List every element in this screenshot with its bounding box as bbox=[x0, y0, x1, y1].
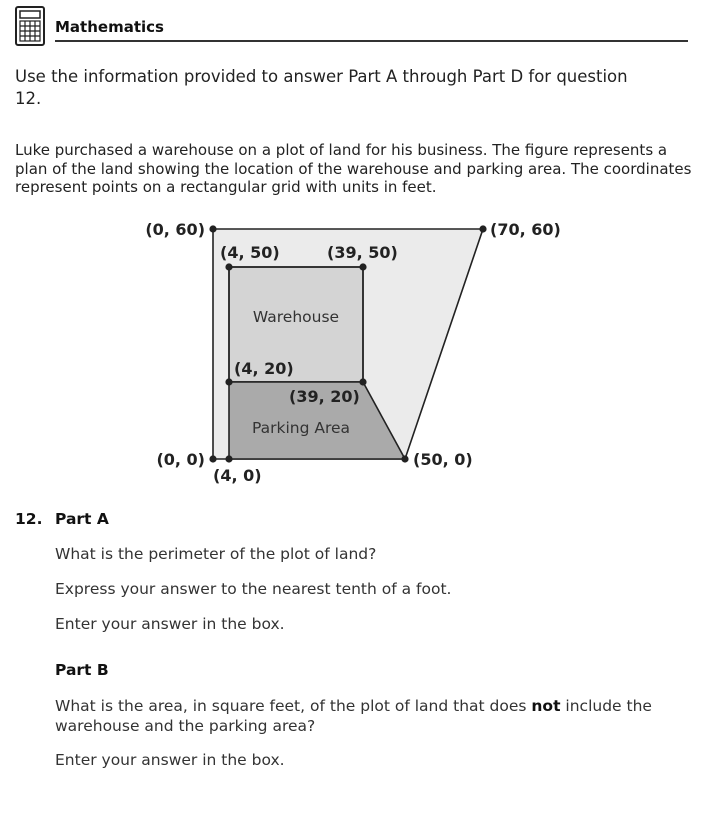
label-4-50: (4, 50) bbox=[220, 243, 280, 262]
label-39-20: (39, 20) bbox=[289, 387, 360, 406]
warehouse-label: Warehouse bbox=[252, 308, 340, 326]
land-plan-figure bbox=[0, 210, 716, 500]
label-4-0: (4, 0) bbox=[213, 466, 262, 485]
subject-title: Mathematics bbox=[55, 18, 164, 36]
label-4-20: (4, 20) bbox=[234, 359, 294, 378]
question-number: 12. bbox=[15, 510, 43, 528]
context-text: Luke purchased a warehouse on a plot of land for his business. The figure represents a plan of the land showing the location of the warehouse and parking area. The coordinates represent points on a rectangular grid with units in feet. bbox=[15, 141, 692, 196]
part-a-line-1: What is the perimeter of the plot of land? bbox=[55, 545, 377, 563]
part-b-title: Part B bbox=[55, 661, 109, 679]
part-a-line-3: Enter your answer in the box. bbox=[55, 615, 285, 633]
intro-text: Use the information provided to answer Part A through Part D for question 12. bbox=[15, 67, 628, 108]
calculator-icon[interactable] bbox=[15, 6, 45, 46]
label-70-60: (70, 60) bbox=[490, 220, 561, 239]
label-39-50: (39, 50) bbox=[327, 243, 398, 262]
label-0-0: (0, 0) bbox=[156, 450, 205, 469]
part-a-line-2: Express your answer to the nearest tenth of a foot. bbox=[55, 580, 452, 598]
part-b-line-1: What is the area, in square feet, of the plot of land that does not include the warehouse and the parking area? bbox=[55, 697, 652, 735]
part-b-line-2: Enter your answer in the box. bbox=[55, 751, 285, 769]
header-divider bbox=[55, 40, 688, 42]
label-50-0: (50, 0) bbox=[413, 450, 473, 469]
part-a-title: Part A bbox=[55, 510, 109, 528]
parking-label: Parking Area bbox=[251, 419, 351, 437]
label-0-60: (0, 60) bbox=[145, 220, 205, 239]
page-header bbox=[15, 6, 688, 42]
